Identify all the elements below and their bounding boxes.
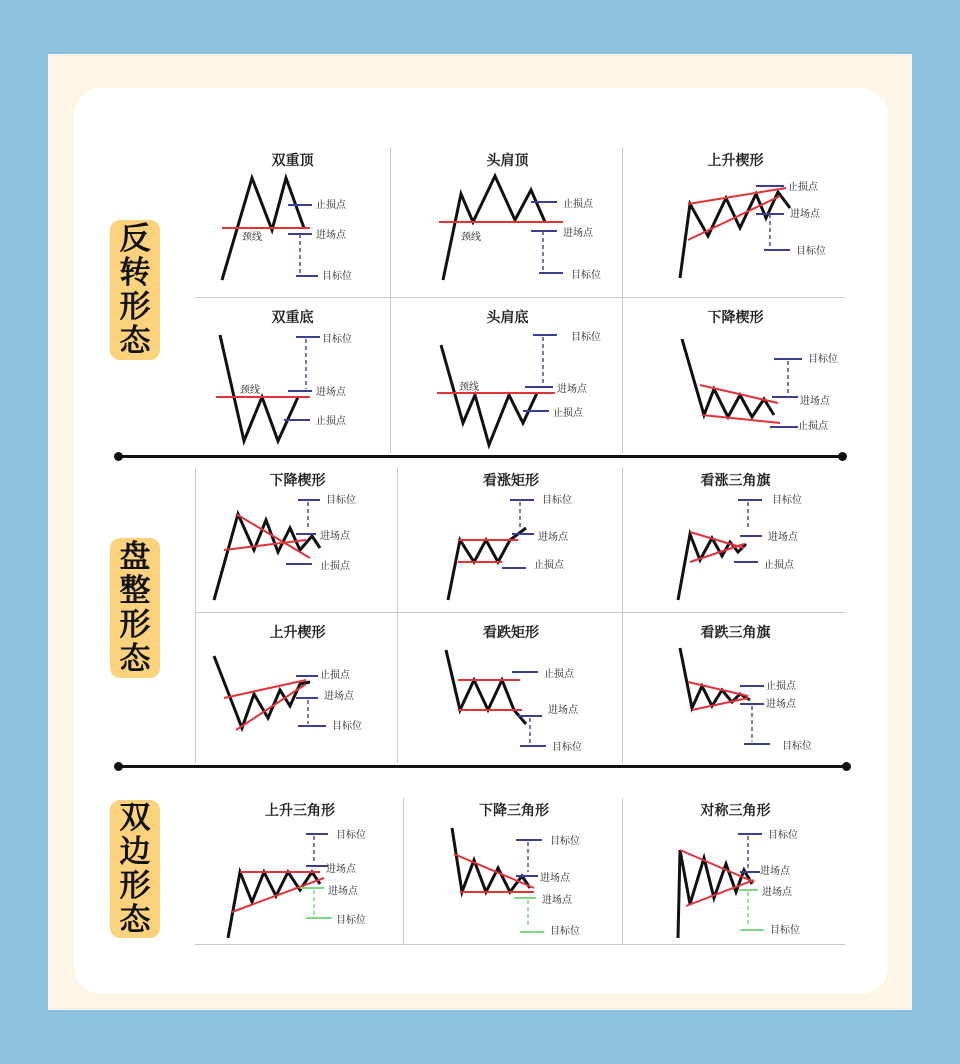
price-path	[441, 345, 537, 445]
label-target-up: 目标位	[768, 830, 798, 841]
falling-wedge-consolidation-diagram	[200, 468, 395, 610]
section-divider	[118, 765, 846, 768]
section-char: 态	[119, 641, 151, 677]
label-target: 目标位	[542, 495, 572, 506]
grid-line	[390, 148, 391, 453]
grid-line	[195, 944, 845, 945]
label-target: 目标位	[326, 495, 356, 506]
label-target-down: 目标位	[336, 915, 366, 926]
upper-trendline	[688, 188, 786, 204]
bullish-pennant-diagram	[628, 468, 843, 610]
label-entry-up: 进场点	[760, 866, 790, 877]
ascending-triangle-diagram	[200, 798, 400, 943]
section-char: 盘	[119, 539, 151, 575]
grid-line	[622, 468, 623, 763]
label-entry-down: 进场点	[542, 895, 572, 906]
section-divider	[118, 455, 842, 458]
label-target: 目标位	[772, 495, 802, 506]
pattern-title: 上升三角形	[265, 803, 335, 819]
label-entry-up: 进场点	[326, 864, 356, 875]
bearish-rectangle-diagram	[402, 620, 620, 762]
label-entry-up: 进场点	[540, 873, 570, 884]
pattern-head-shoulders-bottom	[395, 305, 620, 453]
grid-line	[403, 798, 404, 944]
grid-line	[195, 612, 845, 613]
grid-line	[195, 468, 196, 763]
pattern-double-bottom	[200, 305, 385, 453]
pattern-bullish-pennant	[628, 468, 843, 610]
label-target-up: 目标位	[550, 836, 580, 847]
label-stop: 止损点	[764, 560, 794, 571]
bearish-pennant-diagram	[628, 620, 843, 762]
pattern-falling-wedge-consolidation	[200, 468, 395, 610]
head-shoulders-bottom-diagram	[395, 305, 620, 453]
label-stop: 止损点	[320, 670, 350, 681]
section-char: 态	[119, 902, 151, 938]
pattern-head-shoulders-top	[395, 148, 620, 296]
label-target: 目标位	[782, 741, 812, 752]
rising-wedge-consolidation-diagram	[200, 620, 395, 762]
label-target-up: 目标位	[336, 830, 366, 841]
section-char: 形	[119, 289, 151, 325]
section-label-consolidation	[110, 538, 160, 678]
pattern-title: 上升楔形	[269, 625, 326, 641]
label-entry: 进场点	[316, 387, 346, 398]
divider-dot	[838, 452, 847, 461]
label-target: 目标位	[322, 334, 352, 345]
label-neckline: 颈线	[461, 232, 481, 243]
pattern-title: 对称三角形	[700, 803, 771, 819]
label-entry: 进场点	[768, 532, 798, 543]
pattern-title: 看涨三角旗	[700, 473, 771, 489]
pattern-rising-wedge-consolidation	[200, 620, 395, 762]
section-label-reversal	[110, 220, 160, 360]
label-target: 目标位	[796, 246, 826, 257]
grid-line	[622, 148, 623, 453]
pattern-title: 下降楔形	[269, 473, 326, 489]
label-target: 目标位	[808, 354, 838, 365]
label-target-down: 目标位	[770, 925, 800, 936]
section-label-bilateral	[110, 800, 160, 938]
section-char: 双	[119, 800, 151, 836]
section-char: 边	[119, 834, 151, 870]
pattern-title: 下降三角形	[479, 803, 549, 819]
price-path	[443, 176, 545, 280]
section-char: 态	[119, 323, 151, 359]
label-entry: 进场点	[766, 699, 796, 710]
divider-dot	[114, 762, 123, 771]
label-neckline: 颈线	[240, 385, 260, 396]
head-shoulders-top-diagram	[395, 148, 620, 296]
rising-wedge-diagram	[628, 148, 843, 296]
label-entry: 进场点	[790, 209, 820, 220]
price-path	[682, 339, 774, 417]
symmetrical-triangle-diagram	[628, 798, 843, 943]
label-stop: 止损点	[563, 199, 593, 210]
bullish-rectangle-diagram	[402, 468, 620, 610]
price-path	[678, 534, 746, 600]
price-path	[214, 514, 320, 600]
pattern-falling-wedge	[628, 305, 843, 453]
pattern-bearish-pennant	[628, 620, 843, 762]
pattern-title: 看跌矩形	[483, 625, 539, 641]
label-stop: 止损点	[320, 561, 350, 572]
label-neckline: 颈线	[242, 232, 262, 243]
pattern-double-top	[200, 148, 385, 296]
lower-trendline	[236, 684, 306, 730]
pattern-title: 下降楔形	[707, 310, 764, 326]
label-entry: 进场点	[548, 705, 578, 716]
label-stop: 止损点	[798, 421, 828, 432]
label-stop: 止损点	[788, 182, 818, 193]
label-target: 目标位	[571, 332, 601, 343]
pattern-title: 头肩顶	[486, 153, 529, 169]
label-target: 目标位	[332, 721, 362, 732]
divider-dot	[114, 452, 123, 461]
pattern-title: 上升楔形	[707, 153, 764, 169]
pattern-title: 看跌三角旗	[700, 625, 771, 641]
lower-trendline	[692, 698, 748, 710]
pattern-rising-wedge	[628, 148, 843, 296]
label-target: 目标位	[552, 742, 582, 753]
double-bottom-diagram	[200, 305, 385, 453]
label-target: 目标位	[571, 270, 601, 281]
label-entry-down: 进场点	[328, 886, 358, 897]
pattern-bullish-rectangle	[402, 468, 620, 610]
section-char: 转	[119, 255, 151, 291]
pattern-title: 双重顶	[271, 153, 314, 169]
pattern-symmetrical-triangle	[628, 798, 843, 943]
lower-trendline	[702, 415, 780, 423]
label-entry: 进场点	[800, 396, 830, 407]
double-top-diagram	[200, 148, 385, 296]
section-char: 形	[119, 607, 151, 643]
label-entry: 进场点	[557, 384, 587, 395]
pattern-descending-triangle	[408, 798, 620, 943]
falling-wedge-diagram	[628, 305, 843, 453]
divider-dot	[842, 762, 851, 771]
pattern-title: 看涨矩形	[483, 473, 539, 489]
label-stop: 止损点	[316, 200, 346, 211]
label-entry: 进场点	[320, 531, 350, 542]
pattern-ascending-triangle	[200, 798, 400, 943]
price-path	[448, 528, 526, 600]
section-char: 整	[119, 573, 151, 609]
label-stop: 止损点	[553, 408, 583, 419]
pattern-title: 双重底	[271, 310, 314, 326]
label-stop: 止损点	[766, 681, 796, 692]
upper-trendline	[680, 850, 754, 882]
price-path	[446, 650, 526, 724]
label-entry-down: 进场点	[762, 887, 792, 898]
section-char: 形	[119, 868, 151, 904]
section-char: 反	[119, 221, 151, 257]
label-entry: 进场点	[316, 230, 346, 241]
pattern-title: 头肩底	[486, 310, 529, 326]
pattern-bearish-rectangle	[402, 620, 620, 762]
label-stop: 止损点	[316, 416, 346, 427]
descending-triangle-diagram	[408, 798, 620, 943]
label-entry: 进场点	[324, 691, 354, 702]
grid-line	[622, 798, 623, 944]
label-entry: 进场点	[538, 532, 568, 543]
grid-line	[397, 468, 398, 763]
label-target: 目标位	[322, 271, 352, 282]
label-stop: 止损点	[534, 560, 564, 571]
price-path	[228, 872, 320, 938]
label-target-down: 目标位	[550, 926, 580, 937]
label-neckline: 颈线	[459, 382, 479, 393]
label-stop: 止损点	[544, 669, 574, 680]
label-entry: 进场点	[563, 228, 593, 239]
grid-line	[195, 297, 845, 298]
